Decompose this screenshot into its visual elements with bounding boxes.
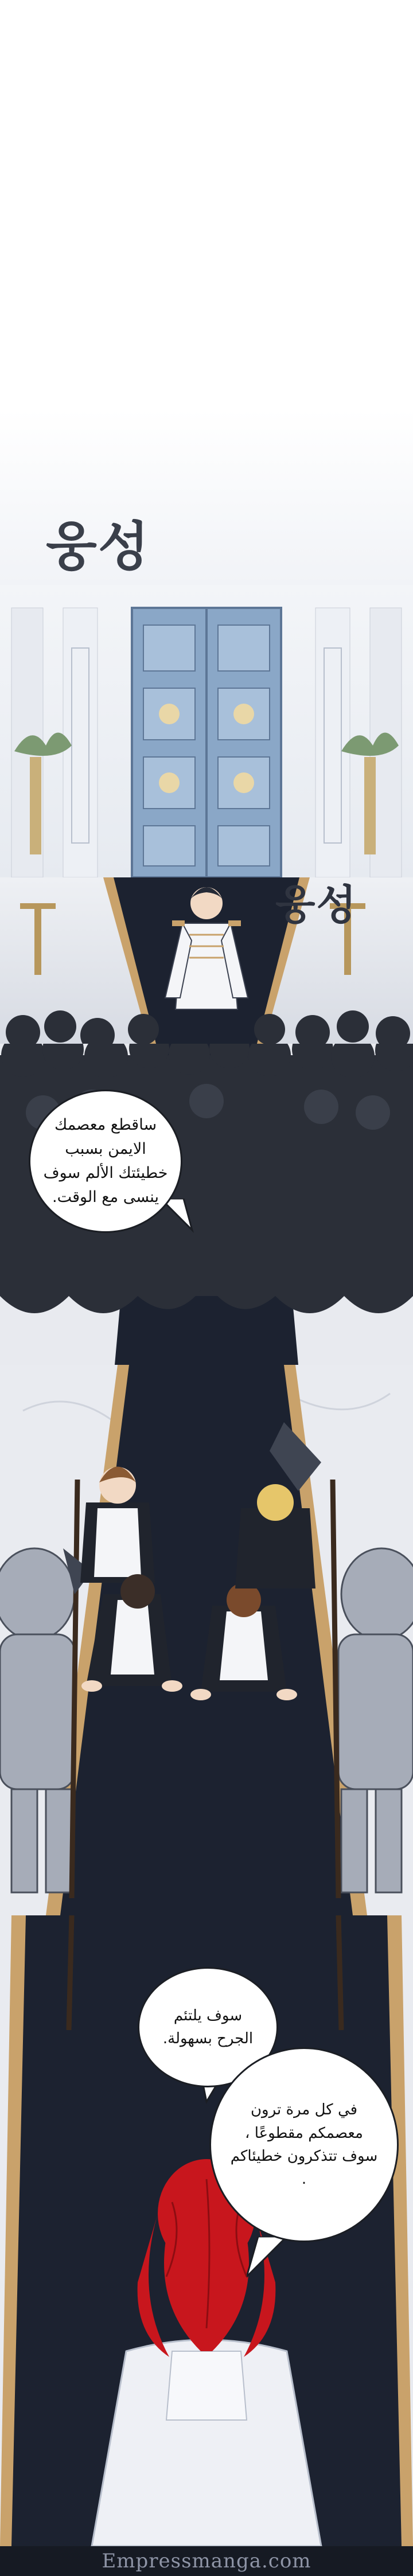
kneeling-maids-illustration [0, 1365, 413, 1915]
panel-kneeling-maids [0, 1365, 413, 1915]
site-watermark: Empressmanga.com [102, 2550, 311, 2573]
speech-bubble-3 [209, 2047, 399, 2242]
panel-opening-blank [0, 0, 413, 585]
panel-red-haired-woman [0, 1915, 413, 2546]
speech-bubble-1-text: ساقطع معصمك الايمن بسبب خطيئتك الألم سوف ينسى مع الوقت. [43, 1116, 168, 1206]
sound-effect-murmur: 웅성 [46, 516, 150, 577]
speech-bubble-3-text: في كل مرة ترون معصمكم مقطوعًا ، سوف تتذكرون خطيئاكم . [230, 2101, 378, 2188]
panel-crowd [0, 1044, 413, 1365]
panel-palace-hall [0, 585, 413, 1044]
speech-bubble-1 [29, 1090, 182, 1233]
bubble-tail [247, 2237, 293, 2282]
speech-bubble-2-text: سوف يلتئم الجرح بسهولة. [162, 2007, 254, 2047]
sound-effect-murmur-small: 웅성 [275, 881, 358, 929]
palace-hall-illustration [0, 585, 413, 1044]
